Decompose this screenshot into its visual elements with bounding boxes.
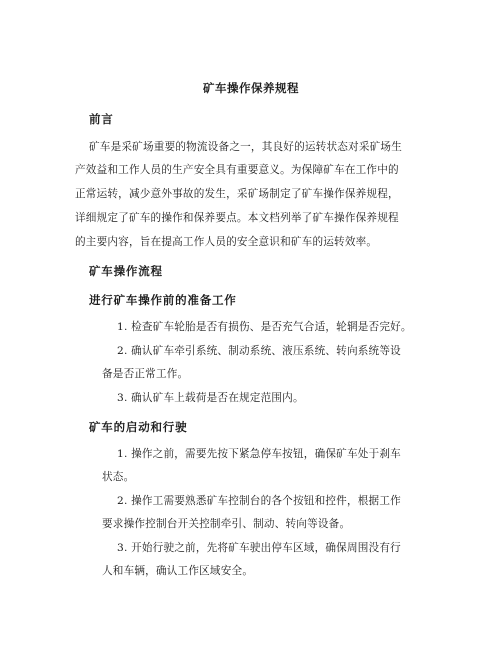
subheading-preparation: 进行矿车操作前的准备工作: [89, 293, 237, 307]
preface-line-2: 产效益和工作人员的生产安全具有重要意义。为保障矿车在工作中的: [75, 164, 399, 176]
section-heading-operation-process: 矿车操作流程: [89, 264, 163, 278]
subheading-start-and-drive: 矿车的启动和行驶: [89, 420, 188, 434]
prep-item-3: 3. 确认矿车上载荷是否在规定范围内。: [117, 392, 304, 404]
drive-item-3-line-1: 3. 开始行驶之前，先将矿车驶出停车区域，确保周围没有行: [117, 542, 401, 554]
preface-line-3: 正常运转，减少意外事故的发生，采矿场制定了矿车操作保养规程，: [75, 188, 399, 200]
prep-item-2-line-2: 备是否正常工作。: [102, 368, 189, 380]
drive-item-2-line-2: 要求操作控制台开关控制牵引、制动、转向等设备。: [102, 518, 351, 530]
drive-item-1-line-2: 状态。: [102, 471, 135, 483]
prep-item-2-line-1: 2. 确认矿车牵引系统、制动系统、液压系统、转向系统等设: [117, 345, 401, 357]
drive-item-3-line-2: 人和车辆，确认工作区域安全。: [102, 565, 254, 577]
preface-heading: 前言: [89, 112, 114, 126]
prep-item-1: 1. 检查矿车轮胎是否有损伤、是否充气合适，轮辋是否完好。: [117, 321, 412, 333]
preface-line-5: 的主要内容，旨在提高工作人员的安全意识和矿车的运转效率。: [75, 236, 378, 248]
preface-line-1: 矿车是采矿场重要的物流设备之一，其良好的运转状态对采矿场生: [89, 141, 403, 153]
preface-line-4: 详细规定了矿车的操作和保养要点。本文档列举了矿车操作保养规程: [75, 212, 399, 224]
document-title: 矿车操作保养规程: [203, 81, 299, 95]
drive-item-1-line-1: 1. 操作之前，需要先按下紧急停车按钮，确保矿车处于刹车: [117, 448, 401, 460]
drive-item-2-line-1: 2. 操作工需要熟悉矿车控制台的各个按钮和控件，根据工作: [117, 495, 401, 507]
